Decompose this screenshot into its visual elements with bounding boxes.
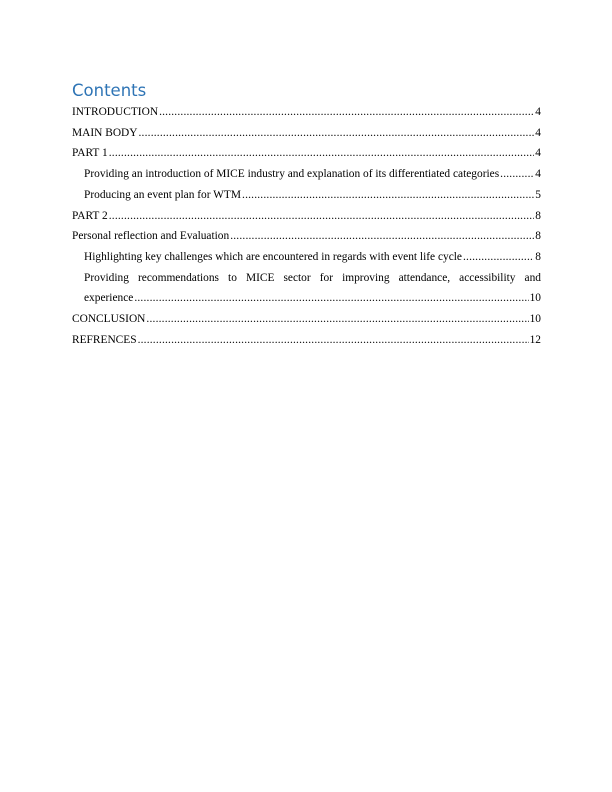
toc-page-number: 8: [535, 250, 541, 263]
toc-entry-personal-reflection[interactable]: [72, 226, 541, 247]
toc-page-number: 10: [529, 292, 541, 305]
toc-entry-introduction[interactable]: [72, 102, 541, 123]
table-of-contents: [72, 80, 541, 350]
toc-leader-dots: [109, 206, 535, 227]
toc-entry-conclusion[interactable]: [72, 309, 541, 330]
toc-entry-event-plan-wtm[interactable]: [72, 185, 541, 206]
toc-page-number: 4: [535, 106, 541, 118]
toc-page-number: 12: [529, 333, 541, 346]
toc-page-number: 8: [535, 230, 541, 243]
toc-entry-label: Producing an event plan for WTM: [84, 188, 242, 201]
toc-leader-dots: [500, 164, 534, 185]
toc-entry-recommendations[interactable]: [72, 268, 541, 309]
toc-entry-label: Personal reflection and Evaluation: [72, 230, 230, 243]
toc-entry-label: PART 2: [72, 209, 108, 222]
toc-page-number: 4: [535, 126, 541, 139]
toc-entry-label: Providing an introduction of MICE industry and explanation of its differentiated categories: [84, 168, 500, 181]
toc-entry-label: CONCLUSION: [72, 313, 146, 326]
toc-entry-label-line-2: experience: [84, 292, 134, 305]
toc-leader-dots: [134, 288, 528, 309]
toc-page-number: 10: [529, 313, 541, 326]
toc-page-number: 8: [535, 209, 541, 222]
toc-page-number: 5: [535, 188, 541, 201]
toc-leader-dots: [138, 330, 529, 351]
toc-leader-dots: [109, 143, 535, 164]
toc-entry-part-1[interactable]: [72, 143, 541, 164]
toc-entry-label: Highlighting key challenges which are encountered in regards with event life cycle: [84, 250, 462, 263]
toc-entry-references[interactable]: [72, 330, 541, 351]
toc-entry-label: PART 1: [72, 147, 108, 160]
toc-entry-key-challenges[interactable]: [72, 247, 541, 268]
toc-entry-part-2[interactable]: [72, 206, 541, 227]
toc-leader-dots: [230, 226, 534, 247]
toc-entry-label: REFRENCES: [72, 333, 137, 346]
toc-page-number: 4: [535, 147, 541, 160]
toc-leader-dots: [139, 123, 535, 144]
toc-entry-label: INTRODUCTION: [72, 106, 159, 118]
toc-page-number: 4: [535, 168, 541, 181]
toc-entry-label-line-1: Providing recommendations to MICE sector for improving attendance, accessibility and: [84, 271, 541, 284]
toc-entry-mice-introduction[interactable]: [72, 164, 541, 185]
toc-entry-label: MAIN BODY: [72, 126, 138, 139]
toc-entry-main-body[interactable]: [72, 123, 541, 144]
toc-list: [72, 102, 541, 350]
toc-leader-dots: [242, 185, 534, 206]
toc-leader-dots: [146, 309, 528, 330]
toc-title: Contents: [72, 81, 147, 100]
toc-leader-dots: [159, 102, 534, 123]
toc-leader-dots: [463, 247, 534, 268]
toc-entry-label-line-2-row: [84, 288, 541, 309]
